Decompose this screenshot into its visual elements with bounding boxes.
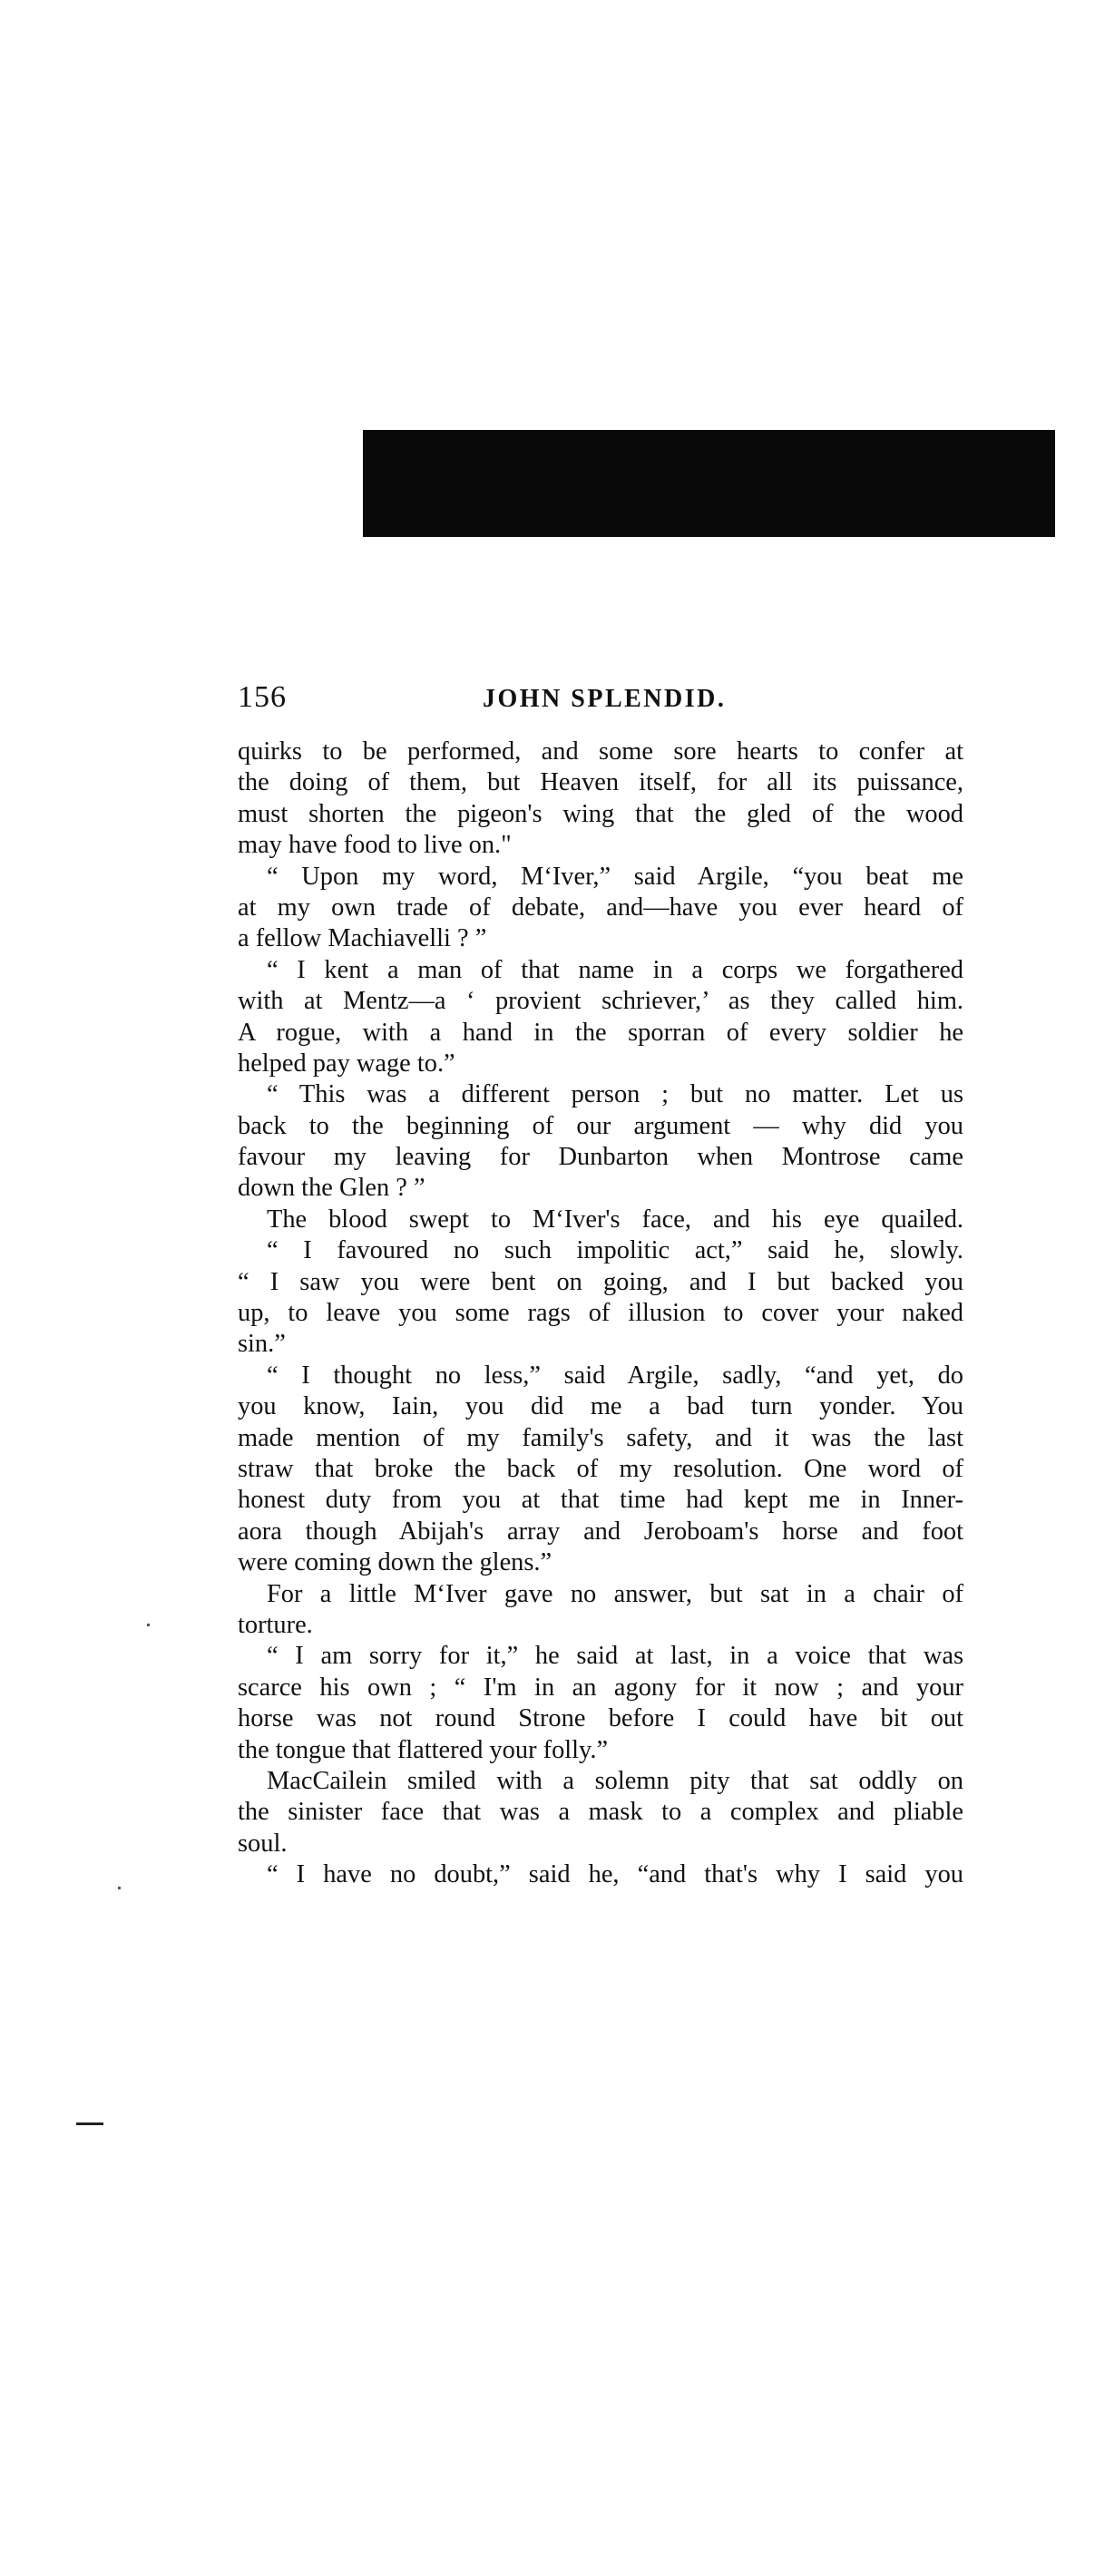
- text-line: A rogue, with a hand in the sporran of every soldier he: [238, 1018, 963, 1047]
- text-line: “ Upon my word, M‘Iver,” said Argile, “you beat me: [267, 862, 963, 891]
- body-text: [238, 737, 963, 1890]
- text-line: a fellow Machiavelli ? ”: [238, 924, 487, 953]
- text-line: sin.”: [238, 1330, 286, 1359]
- text-line: made mention of my family's safety, and it was the last: [238, 1423, 963, 1452]
- text-line: the sinister face that was a mask to a complex and pliable: [238, 1798, 963, 1827]
- text-line: with at Mentz—a ‘ provient schriever,’ as they called him.: [238, 987, 963, 1016]
- text-line: “ This was a different person ; but no matter. Let us: [267, 1080, 963, 1109]
- text-line: the tongue that flattered your folly.”: [238, 1735, 609, 1764]
- text-line: straw that broke the back of my resolution. One word of: [238, 1454, 963, 1483]
- text-line: “ I favoured no such impolitic act,” said he, slowly.: [267, 1236, 963, 1265]
- text-line: down the Glen ? ”: [238, 1174, 425, 1203]
- page-number: 156: [238, 680, 287, 714]
- text-line: back to the beginning of our argument — why did you: [238, 1111, 963, 1140]
- text-line: you know, Iain, you did me a bad turn yonder. You: [238, 1392, 963, 1421]
- text-line: MacCailein smiled with a solemn pity that sat oddly on: [267, 1766, 963, 1795]
- text-line: aora though Abijah's array and Jeroboam's horse and foot: [238, 1517, 963, 1546]
- text-line: horse was not round Strone before I could have bit out: [238, 1704, 963, 1733]
- text-line: honest duty from you at that time had kept me in Inner-: [238, 1486, 963, 1515]
- text-line: “ I kent a man of that name in a corps we forgathered: [267, 955, 963, 984]
- text-line: quirks to be performed, and some sore hearts to confer at: [238, 737, 963, 766]
- text-line: soul.: [238, 1829, 288, 1858]
- text-line: “ I am sorry for it,” he said at last, in a voice that was: [267, 1642, 963, 1671]
- text-line: For a little M‘Iver gave no answer, but sat in a chair of: [267, 1579, 963, 1608]
- text-line: the doing of them, but Heaven itself, for all its puissance,: [238, 768, 963, 797]
- text-line: favour my leaving for Dunbarton when Montrose came: [238, 1143, 963, 1172]
- text-line: “ I thought no less,” said Argile, sadly, “and yet, do: [267, 1361, 963, 1390]
- text-line: at my own trade of debate, and—have you ever heard of: [238, 893, 963, 922]
- text-line: helped pay wage to.”: [238, 1049, 455, 1078]
- text-line: “ I saw you were bent on going, and I but backed you: [238, 1267, 963, 1296]
- text-line: The blood swept to M‘Iver's face, and his eye quailed.: [267, 1205, 963, 1234]
- page-header: [238, 677, 963, 718]
- redaction-bar: [363, 430, 1055, 537]
- text-line: torture.: [238, 1610, 313, 1639]
- text-line: “ I have no doubt,” said he, “and that's why I said you: [267, 1860, 963, 1889]
- running-title: JOHN SPLENDID.: [483, 685, 727, 713]
- text-line: were coming down the glens.”: [238, 1548, 552, 1577]
- margin-dot: [147, 1624, 150, 1626]
- text-line: scarce his own ; “ I'm in an agony for it now ; and your: [238, 1673, 963, 1702]
- text-line: may have food to live on.": [238, 831, 512, 860]
- margin-dash: [76, 2122, 103, 2125]
- margin-dot: [118, 1887, 121, 1889]
- text-line: up, to leave you some rags of illusion to cover your naked: [238, 1299, 963, 1328]
- text-line: must shorten the pigeon's wing that the gled of the wood: [238, 799, 963, 828]
